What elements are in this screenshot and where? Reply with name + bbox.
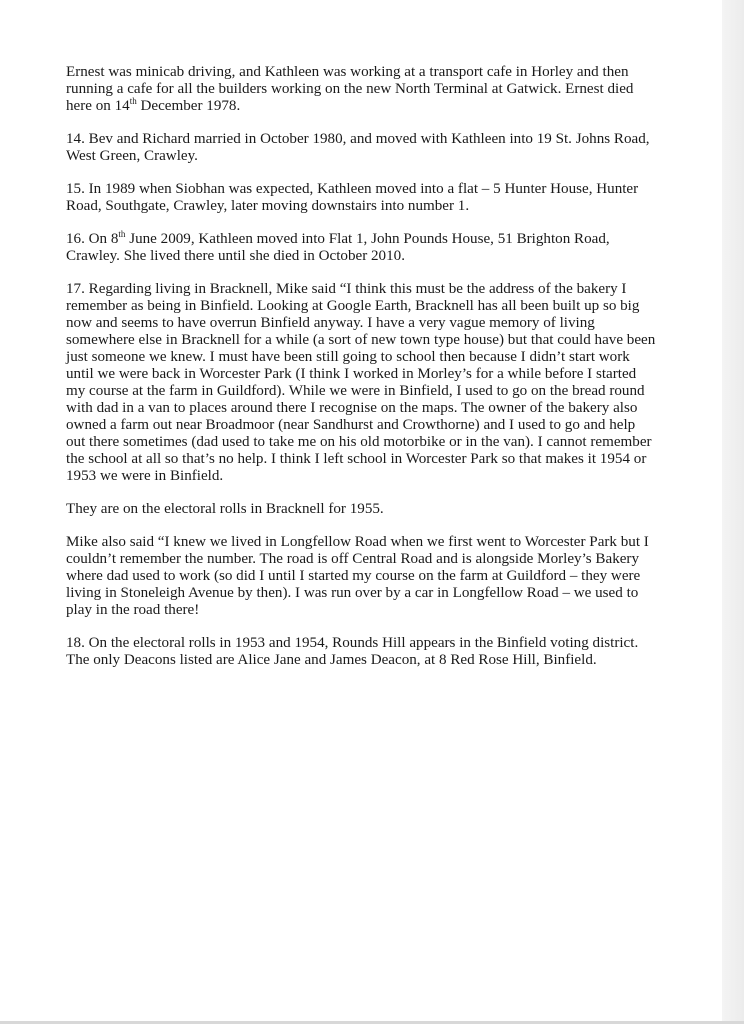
paragraph-14: 14. Bev and Richard married in October 1980, and moved with Kathleen into 19 St. Johns Road, West Green, Crawley. xyxy=(66,131,650,164)
paragraph-18: 18. On the electoral rolls in 1953 and 1954, Rounds Hill appears in the Binfield voting district. The only Deacons listed are Alice Jane and James Deacon, at 8 Red Rose Hill, Binfield. xyxy=(66,635,639,668)
paragraph-mike-longfellow: Mike also said “I knew we lived in Longfellow Road when we first went to Worcester Park but I couldn’t remember the number. The road is off Central Road and is alongside Morley’s Bakery where dad used to work (so did I until I started my course on the farm at Guildford – they were living in Stoneleigh Avenue by then). I was run over by a car in Longfellow Road – we used to play in the road there! xyxy=(66,534,649,618)
document-body xyxy=(66,64,656,685)
paragraph-15: 15. In 1989 when Siobhan was expected, Kathleen moved into a flat – 5 Hunter House, Hunter Road, Southgate, Crawley, later moving downstairs into number 1. xyxy=(66,181,639,214)
paragraph-electoral-1955: They are on the electoral rolls in Bracknell for 1955. xyxy=(66,501,384,517)
page-edge-shadow xyxy=(722,0,744,1024)
paragraph-ernest: Ernest was minicab driving, and Kathleen was working at a transport cafe in Horley and then running a cafe for all the builders working on the new North Terminal at Gatwick. Ernest died here on 14th December 1978. xyxy=(66,64,634,114)
paragraph-17: 17. Regarding living in Bracknell, Mike said “I think this must be the address of the bakery I remember as being in Binfield. Looking at Google Earth, Bracknell has all been built up so big now and seems to have overrun Binfield anyway. I have a very vague memory of living somewhere else in Bracknell for a while (a sort of new town type house) but that could have been just someone we knew. I must have been still going to school then because I didn’t start work until we were back in Worcester Park (I think I worked in Morley’s for a while before I started my course at the farm in Guildford). While we were in Binfield, I used to go on the bread round with dad in a van to places around there I recognise on the maps. The owner of the bakery also owned a farm out near Broadmoor (near Sandhurst and Crowthorne) and I used to go and help out there sometimes (dad used to take me on his old motorbike or in the van). I cannot remember the school at all so that’s no help. I think I left school in Worcester Park so that makes it 1954 or 1953 we were in Binfield. xyxy=(66,281,656,484)
paragraph-16: 16. On 8th June 2009, Kathleen moved into Flat 1, John Pounds House, 51 Brighton Road, Crawley. She lived there until she died in October 2010. xyxy=(66,228,610,264)
